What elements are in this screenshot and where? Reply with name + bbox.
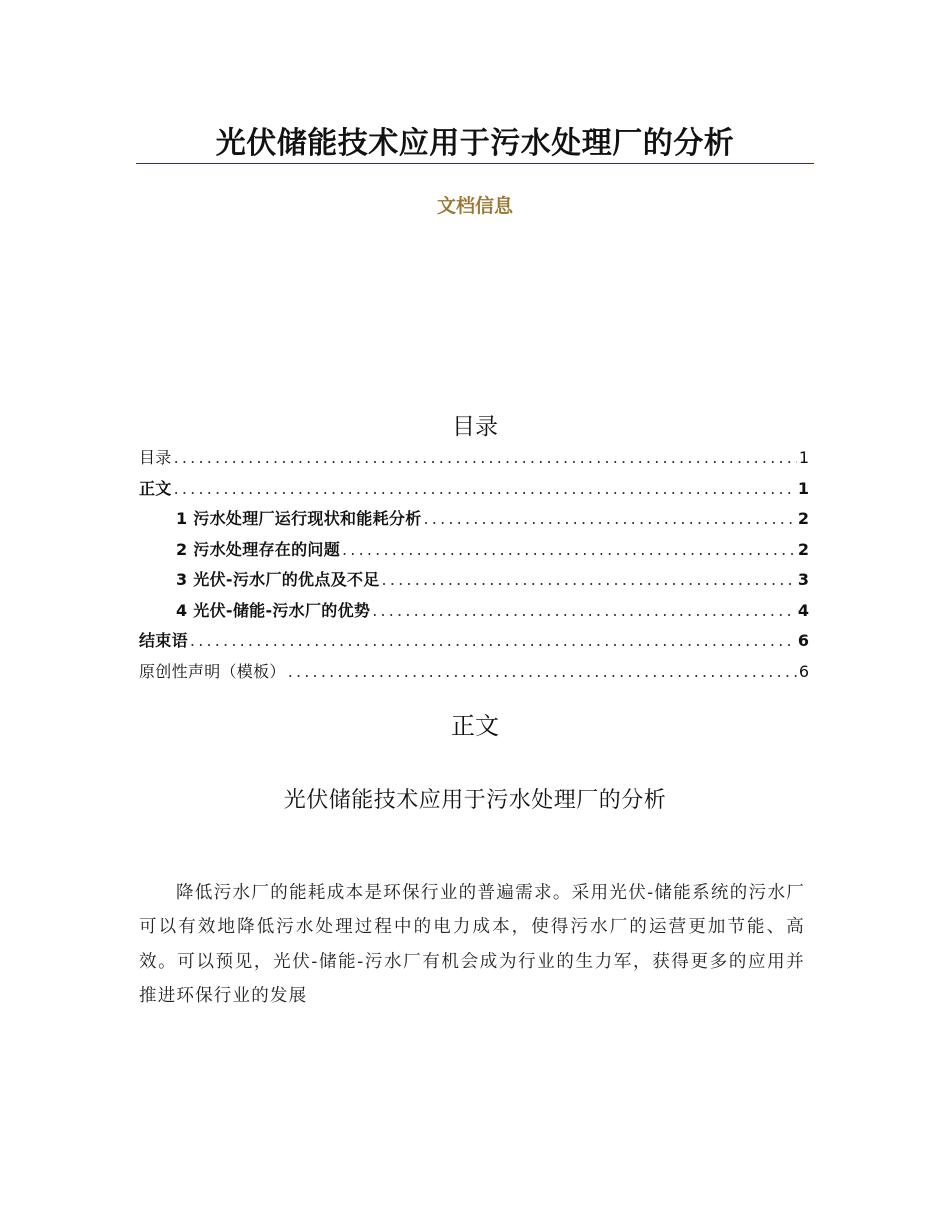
toc-leader-dots (174, 479, 796, 498)
toc-entry-label: 1 污水处理厂运行现状和能耗分析 (176, 509, 422, 528)
title-divider (136, 163, 814, 164)
toc-leader-dots (372, 601, 796, 620)
toc-entry-label: 原创性声明（模板） (139, 661, 286, 681)
toc-entry[interactable] (139, 476, 809, 507)
toc-leader-dots (190, 631, 796, 650)
toc-leader-dots (382, 570, 796, 589)
article-title: 光伏储能技术应用于污水处理厂的分析 (283, 788, 667, 813)
toc-entry-label: 结束语 (139, 631, 188, 650)
toc-heading: 目录 (452, 414, 498, 440)
toc-entry-label: 3 光伏-污水厂的优点及不足 (176, 570, 380, 589)
toc-entry-page: 4 (797, 600, 809, 620)
toc-entry-label: 目录 (139, 448, 172, 467)
section-heading: 正文 (451, 712, 499, 740)
toc-entry[interactable] (139, 659, 809, 690)
toc-entry-label: 2 污水处理存在的问题 (176, 539, 341, 559)
toc-entry-page: 1 (797, 478, 809, 498)
toc-entry[interactable] (139, 445, 809, 476)
document-title: 光伏储能技术应用于污水处理厂的分析 (215, 126, 735, 161)
toc-leader-dots (342, 540, 796, 559)
toc-entry-page: 1 (798, 448, 809, 467)
toc-entry-page: 6 (797, 631, 809, 650)
document-info-label: 文档信息 (436, 195, 513, 217)
toc-leader-dots (174, 448, 797, 467)
toc-entry[interactable] (139, 567, 809, 598)
toc-entry-page: 2 (797, 509, 809, 528)
toc-entry-page: 3 (797, 570, 809, 589)
toc-entry[interactable] (139, 598, 809, 629)
toc-leader-dots (424, 509, 796, 528)
toc-entry[interactable] (139, 537, 809, 568)
toc-entry-label: 正文 (139, 478, 172, 498)
table-of-contents (139, 445, 809, 689)
toc-entry[interactable] (139, 506, 809, 537)
toc-entry[interactable] (139, 628, 809, 659)
body-paragraph: 降低污水厂的能耗成本是环保行业的普遍需求。采用光伏-储能系统的污水厂可以有效地降低污水处理过程中的电力成本，使得污水厂的运营更加节能、高效。可以预见，光伏-储能-污水厂有机会成为行业的生力军，获得更多的应用并推进环保行业的发展 (139, 882, 805, 1006)
toc-entry-label: 4 光伏-储能-污水厂的优势 (176, 600, 371, 620)
toc-leader-dots (288, 662, 797, 681)
toc-entry-page: 2 (797, 539, 809, 559)
toc-entry-page: 6 (798, 661, 809, 681)
